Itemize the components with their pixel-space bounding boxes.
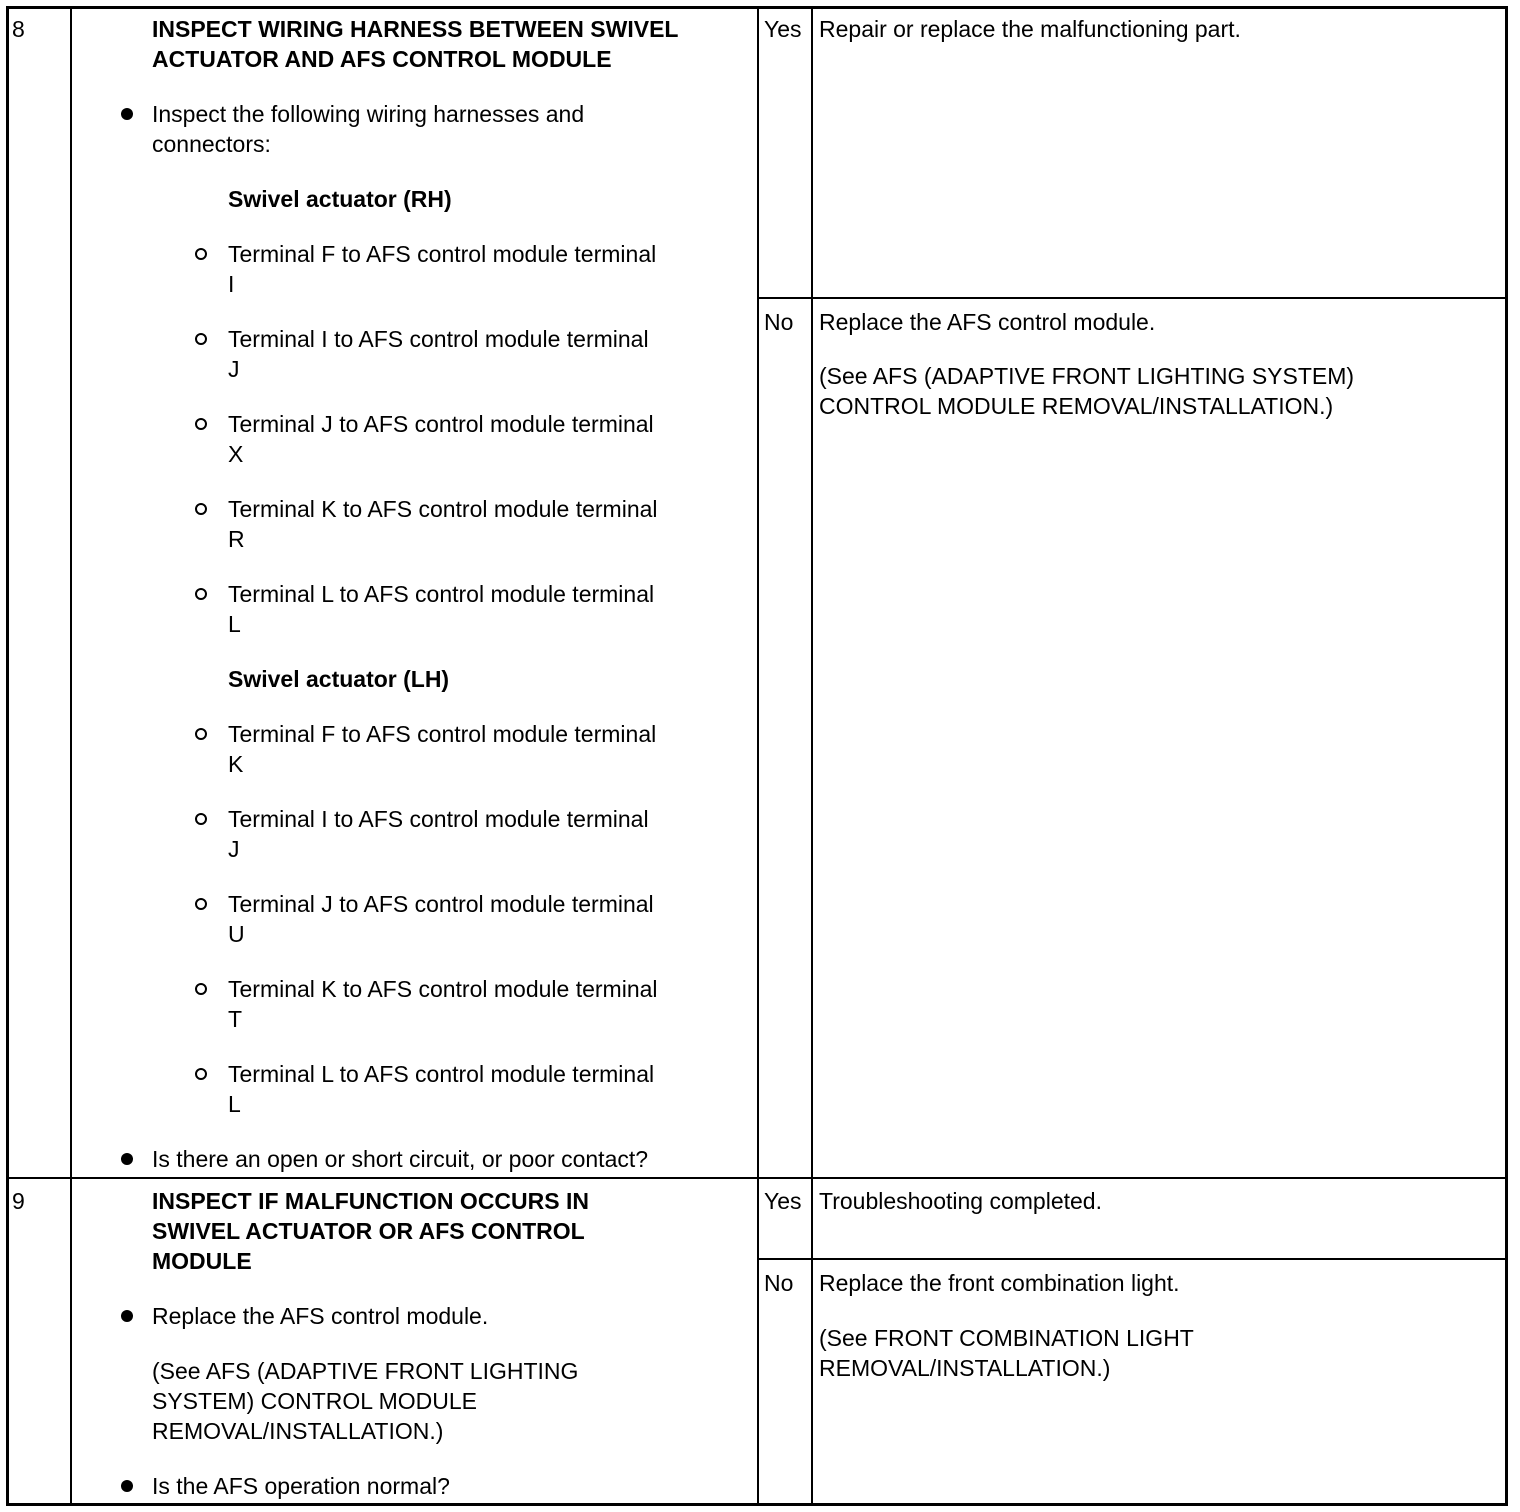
bullet-icon bbox=[121, 1480, 133, 1492]
yes-label: Yes bbox=[764, 1188, 802, 1214]
list-item: K bbox=[228, 751, 244, 777]
no-reference: (See AFS (ADAPTIVE FRONT LIGHTING SYSTEM) bbox=[819, 363, 1355, 389]
circle-bullet-icon bbox=[195, 248, 207, 260]
circle-bullet-icon bbox=[195, 418, 207, 430]
instruction-text: connectors: bbox=[152, 131, 271, 157]
question-text: Is there an open or short circuit, or poor contact? bbox=[152, 1146, 649, 1172]
list-item: J bbox=[228, 836, 240, 862]
bullet-icon bbox=[121, 1153, 133, 1165]
circle-bullet-icon bbox=[195, 333, 207, 345]
description-column-divider bbox=[757, 6, 759, 1506]
no-action: Replace the front combination light. bbox=[819, 1270, 1180, 1296]
reference-text: SYSTEM) CONTROL MODULE bbox=[152, 1388, 478, 1414]
subsection-title: Swivel actuator (RH) bbox=[228, 186, 452, 212]
circle-bullet-icon bbox=[195, 503, 207, 515]
table-border-right bbox=[1505, 6, 1508, 1506]
circle-bullet-icon bbox=[195, 813, 207, 825]
list-item: I bbox=[228, 271, 235, 297]
no-reference: REMOVAL/INSTALLATION.) bbox=[819, 1355, 1111, 1381]
step-heading: INSPECT IF MALFUNCTION OCCURS IN bbox=[152, 1188, 589, 1214]
instruction-text: Inspect the following wiring harnesses and bbox=[152, 101, 585, 127]
subsection-title: Swivel actuator (LH) bbox=[228, 666, 450, 692]
step8-yes-no-divider bbox=[757, 297, 1508, 299]
list-item: Terminal J to AFS control module terminal bbox=[228, 891, 654, 917]
yes-label: Yes bbox=[764, 16, 802, 42]
circle-bullet-icon bbox=[195, 983, 207, 995]
no-label: No bbox=[764, 1270, 794, 1296]
list-item: T bbox=[228, 1006, 243, 1032]
step9-yes-no-divider bbox=[757, 1258, 1508, 1260]
bullet-icon bbox=[121, 108, 133, 120]
no-reference: CONTROL MODULE REMOVAL/INSTALLATION.) bbox=[819, 393, 1334, 419]
yes-action: Repair or replace the malfunctioning part. bbox=[819, 16, 1241, 42]
circle-bullet-icon bbox=[195, 588, 207, 600]
list-item: Terminal F to AFS control module terminal bbox=[228, 721, 657, 747]
list-item: Terminal K to AFS control module terminal bbox=[228, 976, 658, 1002]
list-item: Terminal K to AFS control module terminal bbox=[228, 496, 658, 522]
step-heading: ACTUATOR AND AFS CONTROL MODULE bbox=[152, 46, 612, 72]
reference-text: (See AFS (ADAPTIVE FRONT LIGHTING bbox=[152, 1358, 579, 1384]
step-column-divider bbox=[70, 6, 72, 1506]
list-item: Terminal I to AFS control module terminal bbox=[228, 326, 649, 352]
question-text: Is the AFS operation normal? bbox=[152, 1473, 450, 1499]
no-action: Replace the AFS control module. bbox=[819, 309, 1156, 335]
circle-bullet-icon bbox=[195, 1068, 207, 1080]
bullet-icon bbox=[121, 1310, 133, 1322]
table-border-left bbox=[6, 6, 9, 1506]
instruction-text: Replace the AFS control module. bbox=[152, 1303, 489, 1329]
circle-bullet-icon bbox=[195, 728, 207, 740]
list-item: Terminal F to AFS control module terminal bbox=[228, 241, 657, 267]
step-heading: MODULE bbox=[152, 1248, 252, 1274]
circle-bullet-icon bbox=[195, 898, 207, 910]
list-item: Terminal L to AFS control module terminal bbox=[228, 1061, 655, 1087]
step-heading: INSPECT WIRING HARNESS BETWEEN SWIVEL bbox=[152, 16, 679, 42]
step-number: 8 bbox=[12, 16, 25, 42]
list-item: L bbox=[228, 611, 241, 637]
list-item: U bbox=[228, 921, 245, 947]
row-divider bbox=[6, 1177, 1508, 1179]
no-reference: (See FRONT COMBINATION LIGHT bbox=[819, 1325, 1194, 1351]
list-item: Terminal J to AFS control module terminal bbox=[228, 411, 654, 437]
list-item: Terminal L to AFS control module terminal bbox=[228, 581, 655, 607]
list-item: J bbox=[228, 356, 240, 382]
list-item: R bbox=[228, 526, 245, 552]
step-heading: SWIVEL ACTUATOR OR AFS CONTROL bbox=[152, 1218, 585, 1244]
no-label: No bbox=[764, 309, 794, 335]
reference-text: REMOVAL/INSTALLATION.) bbox=[152, 1418, 444, 1444]
list-item: Terminal I to AFS control module terminal bbox=[228, 806, 649, 832]
list-item: X bbox=[228, 441, 244, 467]
yes-action: Troubleshooting completed. bbox=[819, 1188, 1102, 1214]
answer-column-divider bbox=[811, 6, 813, 1506]
step-number: 9 bbox=[12, 1188, 25, 1214]
list-item: L bbox=[228, 1091, 241, 1117]
